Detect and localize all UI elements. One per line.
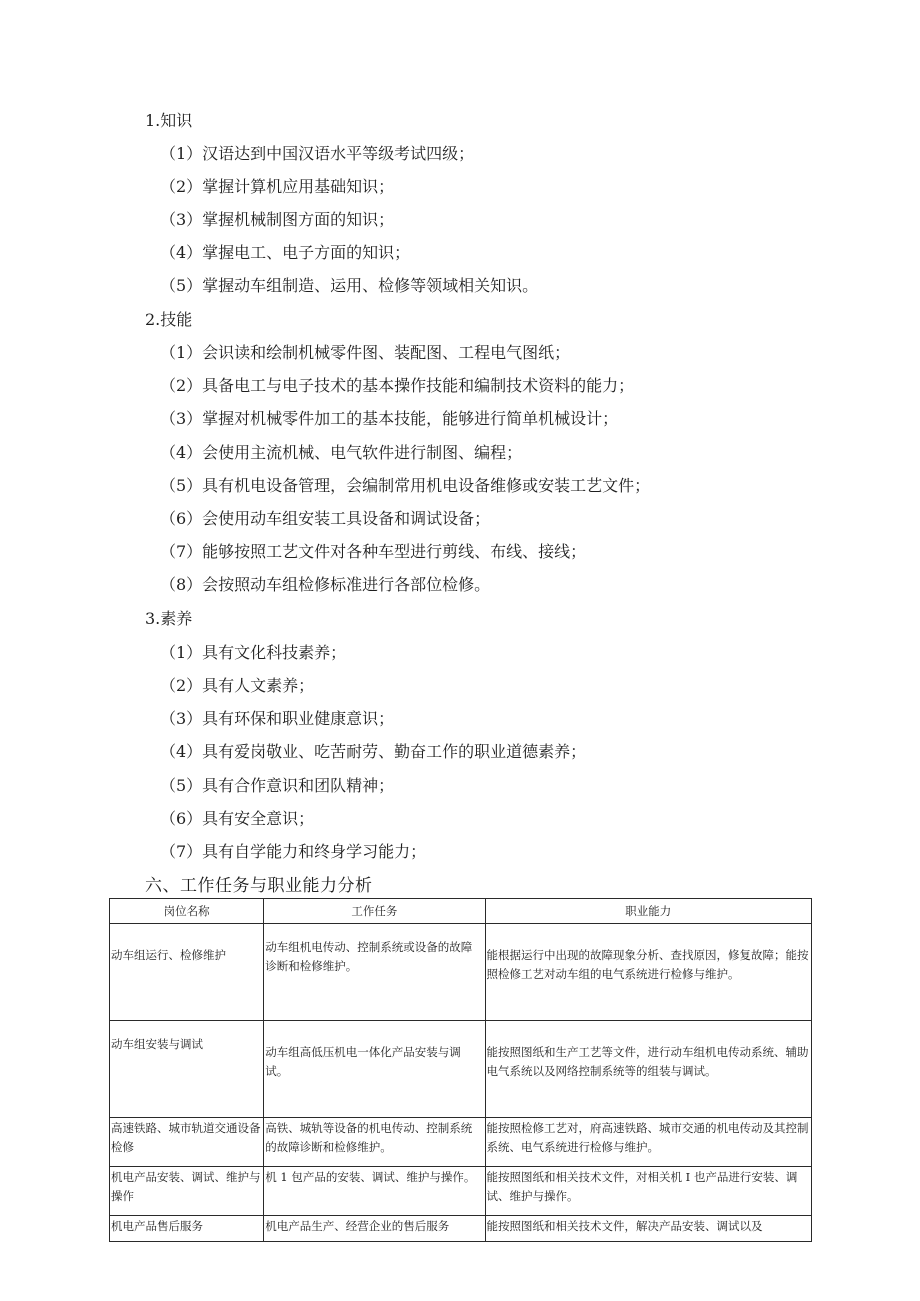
knowledge-item: （3）掌握机械制图方面的知识； [160,210,395,229]
task-cell: 机电产品生产、经营企业的售后服务 [264,1216,485,1242]
task-cell: 高铁、城轨等设备的机电传动、控制系统的故障诊断和检修维护。 [264,1118,485,1167]
task-cell: 机 1 包产品的安装、调试、维护与操作。 [264,1167,485,1216]
skills-item: （3）掌握对机械零件加工的基本技能，能够进行简单机械设计； [160,409,619,428]
skills-item: （6）会使用动车组安装工具设备和调试设备； [160,509,491,528]
knowledge-item: （5）掌握动车组制造、运用、检修等领域相关知识。 [160,276,539,295]
task-cell: 动车组高低压机电一体化产品安装与调试。 [264,1021,485,1118]
literacy-heading: 3.素养 [145,609,193,628]
skills-item: （2）具备电工与电子技术的基本操作技能和编制技术资料的能力； [160,376,635,395]
skills-item: （7）能够按照工艺文件对各种车型进行剪线、布线、接线； [160,542,587,561]
skills-item: （5）具有机电设备管理，会编制常用机电设备维修或安装工艺文件； [160,476,651,495]
ability-table [109,898,812,1242]
literacy-item: （1）具有文化科技素养； [160,643,347,662]
table-row [110,1216,812,1242]
knowledge-item: （4）掌握电工、电子方面的知识； [160,243,411,262]
knowledge-item: （1）汉语达到中国汉语水平等级考试四级； [160,144,475,163]
knowledge-item: （2）掌握计算机应用基础知识； [160,177,395,196]
position-cell: 动车组运行、检修维护 [110,924,264,1021]
task-cell: 动车组机电传动、控制系统或设备的故障诊断和检修维护。 [264,924,485,1021]
knowledge-heading: 1.知识 [145,111,193,130]
header-task: 工作任务 [264,899,485,924]
table-row [110,1167,812,1216]
skills-item: （4）会使用主流机械、电气软件进行制图、编程； [160,443,523,462]
position-cell: 机电产品安装、调试、维护与操作 [110,1167,264,1216]
position-cell: 机电产品售后服务 [110,1216,264,1242]
skills-heading: 2.技能 [145,310,193,329]
position-cell: 高速铁路、城市轨道交通设备检修 [110,1118,264,1167]
ability-cell: 能按照图纸和生产工艺等文件，进行动车组机电传动系统、辅助电气系统以及网络控制系统等的组装与调试。 [485,1021,811,1118]
section-six-title: 六、工作任务与职业能力分析 [145,876,373,896]
ability-cell: 能根据运行中出现的故障现象分析、查找原因，修复故障；能按照检修工艺对动车组的电气系统进行检修与维护。 [485,924,811,1021]
ability-cell: 能按照图纸和相关技术文件，对相关机 I 也产品进行安装、调试、维护与操作。 [485,1167,811,1216]
header-ability: 职业能力 [485,899,811,924]
position-cell: 动车组安装与调试 [110,1021,264,1118]
ability-cell: 能按照检修工艺对，府高速铁路、城市交通的机电传动及其控制系统、电气系统进行检修与维护。 [485,1118,811,1167]
table-header-row [110,899,812,924]
table-row [110,924,812,1021]
literacy-item: （6）具有安全意识； [160,809,315,828]
literacy-item: （2）具有人文素养； [160,676,315,695]
table-row [110,1118,812,1167]
literacy-item: （4）具有爱岗敬业、吃苦耐劳、勤奋工作的职业道德素养； [160,742,587,761]
literacy-item: （3）具有环保和职业健康意识； [160,709,395,728]
ability-cell: 能按照图纸和相关技术文件，解决产品安装、调试以及 [485,1216,811,1242]
table-row [110,1021,812,1118]
skills-item: （8）会按照动车组检修标准进行各部位检修。 [160,575,491,594]
header-position: 岗位名称 [110,899,264,924]
literacy-item: （7）具有自学能力和终身学习能力； [160,842,427,861]
skills-item: （1）会识读和绘制机械零件图、装配图、工程电气图纸； [160,343,571,362]
literacy-item: （5）具有合作意识和团队精神； [160,776,395,795]
